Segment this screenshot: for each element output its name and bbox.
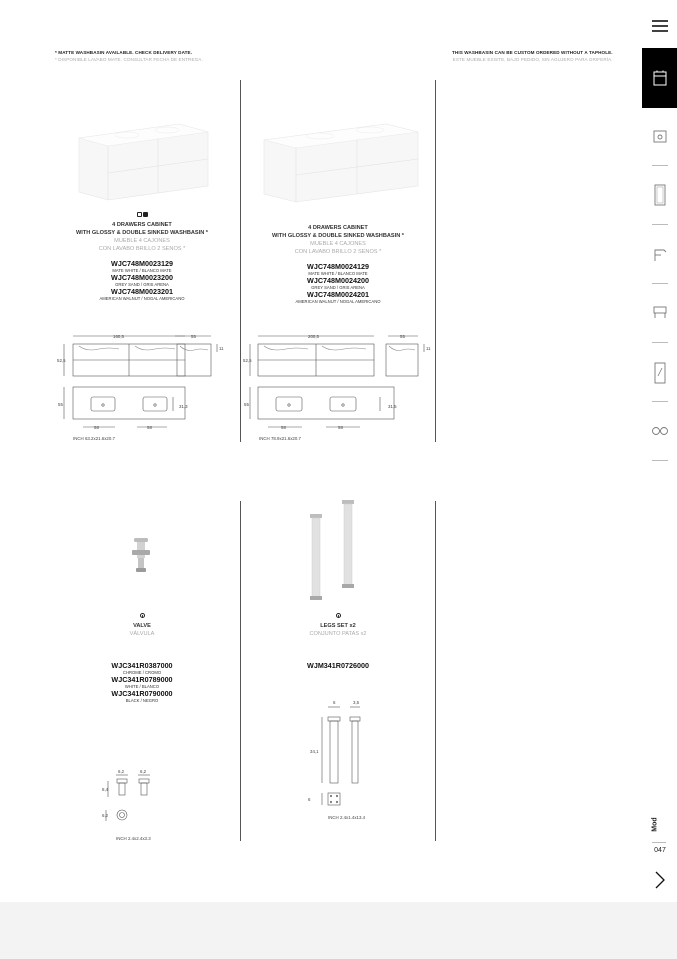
dim-depth: 55 [400, 334, 405, 339]
footer-band [0, 902, 677, 959]
sidebar-separator [652, 283, 668, 284]
dim-height: 52,5 [57, 358, 66, 363]
product-finish: AMERICAN WALNUT / NOGAL AMERICANO [295, 299, 381, 304]
product-code: WJC748M0024200 [307, 276, 369, 285]
product-title: WITH GLOSSY & DOUBLE SINKED WASHBASIN * [76, 230, 208, 236]
dark-swatch [143, 212, 148, 217]
product-code: WJC748M0024129 [307, 262, 369, 271]
cabinet-200-technical-drawing [242, 330, 434, 435]
menu-button[interactable] [642, 12, 677, 40]
sidebar-item-furniture[interactable] [642, 300, 677, 324]
dim-base: 6 [308, 797, 311, 802]
cabinet-160-image [75, 120, 210, 202]
dim-width: 6 [333, 700, 336, 705]
product-subtitle: CON LAVABO BRILLO 2 SENOS * [294, 249, 382, 255]
dim-basin-width: 58 [338, 425, 343, 430]
sidebar-item-accessories[interactable] [642, 420, 677, 442]
dim-width: 6,2 [140, 769, 147, 774]
finish-dot [336, 613, 341, 618]
dim-diameter: 6,2 [102, 813, 109, 818]
dim-side-depth: 55 [244, 402, 249, 407]
product-finish: GREY SAND / GRIS ARENA [311, 285, 365, 290]
product-subtitle: VÁLVULA [129, 631, 155, 637]
dim-top: 11 [426, 346, 431, 351]
sidebar-separator [652, 842, 666, 843]
product-title: VALVE [133, 623, 151, 629]
column-divider [240, 80, 241, 442]
inch-dimensions: INCH 2.4x2.4x3.3 [116, 836, 151, 841]
product-subtitle: CON LAVABO BRILLO 2 SENOS * [98, 246, 186, 252]
accessories-icon [651, 426, 669, 436]
product-title: LEGS SET x2 [320, 623, 356, 629]
product-finish: WHITE / BLANCO [124, 684, 160, 689]
product-info-cabinet-200 [258, 224, 418, 304]
mirror-icon [654, 184, 666, 206]
valve-technical-drawing [100, 765, 160, 825]
dim-side-depth: 55 [58, 402, 63, 407]
column-divider [435, 80, 436, 442]
finish-dot [140, 613, 145, 618]
sidebar-separator [652, 224, 668, 225]
notice-left-es: * DISPONIBLE LAVABO MATE. CONSULTAR FECHA DE ENTREGA. [55, 57, 203, 62]
sidebar-separator [652, 460, 668, 461]
product-info-valve [62, 613, 222, 703]
category-sidebar [642, 0, 677, 902]
menu-icon [651, 19, 669, 33]
cabinet-200-image [260, 118, 420, 202]
product-info-cabinet-160 [62, 212, 222, 301]
product-info-legs [258, 613, 418, 670]
product-code: WJC748M0023200 [111, 273, 173, 282]
dim-basin-depth: 31,3 [179, 404, 188, 409]
product-subtitle: MUEBLE 4 CAJONES [310, 241, 366, 247]
product-finish: AMERICAN WALNUT / NOGAL AMERICANO [99, 296, 185, 301]
sidebar-separator [652, 165, 668, 166]
dim-width: 200,5 [308, 334, 319, 339]
dim-width: 6,2 [118, 769, 125, 774]
inch-dimensions: INCH 2.4x1.4x13.4 [328, 815, 366, 820]
dim-basin-width: 58 [94, 425, 99, 430]
notice-left-en: * MATTE WASHBASIN AVAILABLE. CHECK DELIVERY DATE. [55, 50, 193, 55]
sidebar-item-taps[interactable] [642, 242, 677, 266]
product-code: WJC748M0023201 [111, 287, 173, 296]
product-subtitle: CONJUNTO PATAS x2 [309, 631, 367, 637]
finish-swatches [62, 212, 222, 217]
notice-right-es: ESTE MUEBLE EXISTE, BAJO PEDIDO, SIN AGUJERO PARA GRIFERÍA. [452, 57, 613, 62]
product-code: WJC341R0387000 [111, 661, 173, 670]
page-number: 047 [654, 847, 666, 854]
product-title: 4 DRAWERS CABINET [308, 225, 368, 231]
taphole-notice [452, 49, 613, 63]
next-page-button[interactable] [642, 868, 677, 892]
white-swatch [137, 212, 142, 217]
chevron-right-icon [654, 871, 666, 889]
dim-basin-width: 58 [147, 425, 152, 430]
column-divider [240, 501, 241, 841]
product-finish: CHROME / CROMO [122, 670, 162, 675]
product-title: WITH GLOSSY & DOUBLE SINKED WASHBASIN * [272, 233, 404, 239]
bench-icon [652, 305, 668, 319]
sidebar-item-shower-screens[interactable] [642, 358, 677, 388]
product-finish: BLACK / NEGRO [125, 698, 159, 703]
brand-label [652, 815, 668, 837]
cabinet-160-technical-drawing [55, 330, 235, 435]
product-finish: GREY SAND / GRIS ARENA [115, 282, 169, 287]
product-code: WJC748M0024201 [307, 290, 369, 299]
shower-screen-icon [654, 362, 666, 384]
product-finish: MATE WHITE / BLANCO MATE [112, 268, 172, 273]
dim-basin-width: 58 [281, 425, 286, 430]
dim-width: 3,5 [353, 700, 360, 705]
inch-dimensions: INCH 78.9x21.6x20.7 [259, 436, 301, 441]
valve-image [128, 536, 156, 576]
sidebar-separator [652, 342, 668, 343]
dim-depth: 55 [191, 334, 196, 339]
dim-top: 11 [219, 346, 224, 351]
sidebar-item-mirrors[interactable] [642, 180, 677, 210]
product-code: WJC748M0023129 [111, 259, 173, 268]
product-code: WJC341R0790000 [111, 689, 173, 698]
legs-image [300, 496, 370, 608]
dim-basin-depth: 31,5 [388, 404, 397, 409]
faucet-icon [652, 246, 668, 262]
matte-washbasin-notice [55, 49, 203, 63]
product-code: WJC341R0789000 [111, 675, 173, 684]
dim-height: 52,5 [243, 358, 252, 363]
product-title: 4 DRAWERS CABINET [112, 222, 172, 228]
sidebar-item-cabinets[interactable] [642, 48, 677, 108]
inch-dimensions: INCH 63.2x21.6x20.7 [73, 436, 115, 441]
washbasin-icon [653, 129, 667, 143]
product-finish: MATE WHITE / BLANCO MATE [308, 271, 368, 276]
sidebar-separator [652, 401, 668, 402]
product-code: WJM341R0726000 [307, 661, 369, 670]
dim-height: 34,1 [310, 749, 319, 754]
dim-height: 8,4 [102, 787, 109, 792]
legs-technical-drawing [306, 695, 376, 810]
sidebar-item-washbasins[interactable] [642, 124, 677, 148]
product-subtitle: MUEBLE 4 CAJONES [114, 238, 170, 244]
notice-right-en: THIS WASHBASIN CAN BE CUSTOM ORDERED WITHOUT A TAPHOLE. [452, 50, 613, 55]
dim-width: 160,5 [113, 334, 124, 339]
column-divider [435, 501, 436, 841]
brand-text: Mod [651, 817, 659, 832]
cabinet-icon [653, 70, 667, 86]
